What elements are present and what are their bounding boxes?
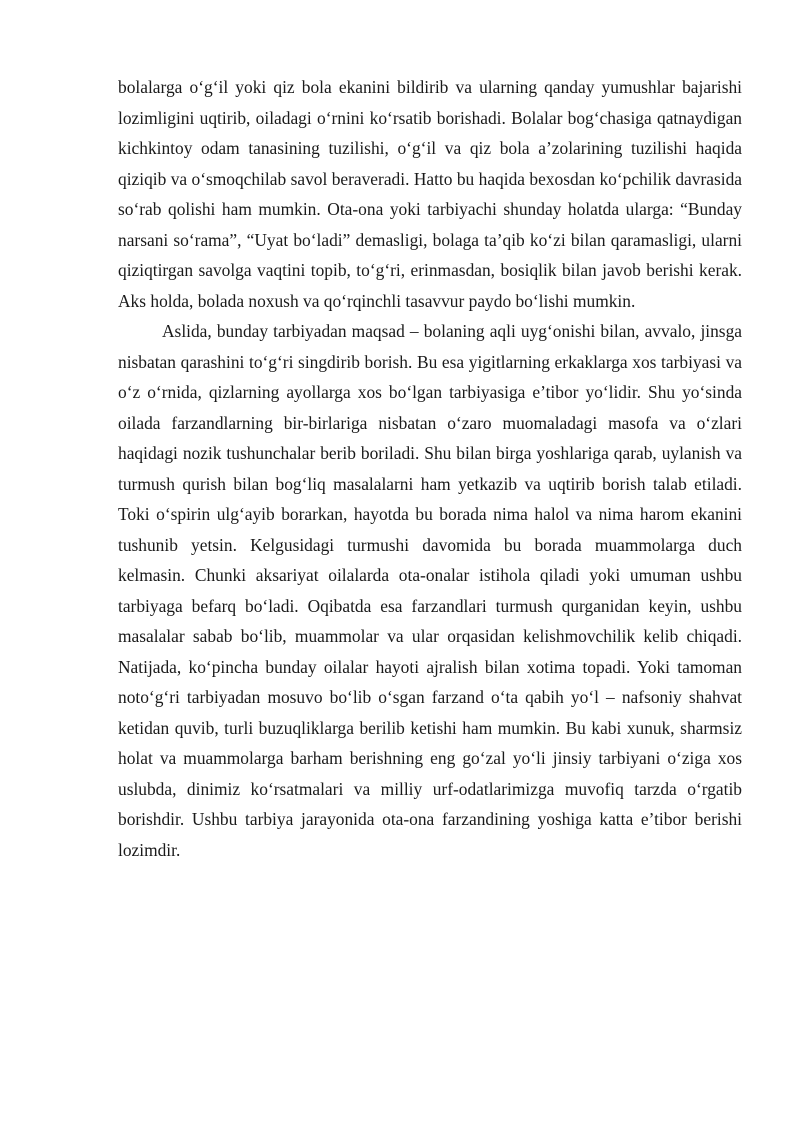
- paragraph-main: Aslida, bunday tarbiyadan maqsad – bolaning aqli uyg‘onishi bilan, avvalo, jinsga nisbatan qarashini to‘g‘ri singdirib borish. Bu esa yigitlarning erkaklarga xos tarbiyasi va o‘z o‘rnida, qizlarning ayollarga xos bo‘lgan tarbiyasiga e’tibor yo‘lidir. Shu yo‘sinda oilada farzandlarning bir-birlariga nisbatan o‘zaro muomaladagi masofa va o‘zlari haqidagi nozik tushunchalar berib boriladi. Shu bilan birga yoshlariga qarab, uylanish va turmush qurish bilan bog‘liq masalalarni ham yetkazib va uqtirib borish talab etiladi. Toki o‘spirin ulg‘ayib borarkan, hayotda bu borada nima halol va nima harom ekanini tushunib yetsin. Kelgusidagi turmushi davomida bu borada muammolarga duch kelmasin. Chunki aksariyat oilalarda ota-onalar istihola qiladi yoki umuman ushbu tarbiyaga befarq bo‘ladi. Oqibatda esa farzandlari turmush qurganidan keyin, ushbu masalalar sabab bo‘lib, muammolar va ular orqasidan kelishmovchilik kelib chiqadi. Natijada, ko‘pincha bunday oilalar hayoti ajralish bilan xotima topadi. Yoki tamoman noto‘g‘ri tarbiyadan mosuvo bo‘lib o‘sgan farzand o‘ta qabih yo‘l – nafsoniy shahvat ketidan quvib, turli buzuqliklarga berilib ketishi ham mumkin. Bu kabi xunuk, sharmsiz holat va muammolarga barham berishning eng go‘zal yo‘li jinsiy tarbiyani o‘ziga xos uslubda, dinimiz ko‘rsatmalari va milliy urf-odatlarimizga muvofiq tarzda o‘rgatib borishdir. Ushbu tarbiya jarayonida ota-ona farzandining yoshiga katta e’tibor berishi lozimdir.: [118, 321, 742, 860]
- document-page: [118, 72, 742, 865]
- paragraph-continuation: bolalarga o‘g‘il yoki qiz bola ekanini bildirib va ularning qanday yumushlar bajarishi lozimligini uqtirib, oiladagi o‘rnini ko‘rsatib borishadi. Bolalar bog‘chasiga qatnaydigan kichkintoy odam tanasining tuzilishi, o‘g‘il va qiz bola a’zolarining tuzilishi haqida qiziqib va o‘smoqchilab savol beraveradi. Hatto bu haqida bexosdan ko‘pchilik davrasida so‘rab qolishi ham mumkin. Ota-ona yoki tarbiyachi shunday holatda ularga: “Bunday narsani so‘rama”, “Uyat bo‘ladi” demasligi, bolaga ta’qib ko‘zi bilan qaramasligi, ularni qiziqtirgan savolga vaqtini topib, to‘g‘ri, erinmasdan, bosiqlik bilan javob berishi kerak. Aks holda, bolada noxush va qo‘rqinchli tasavvur paydo bo‘lishi mumkin.: [118, 77, 742, 311]
